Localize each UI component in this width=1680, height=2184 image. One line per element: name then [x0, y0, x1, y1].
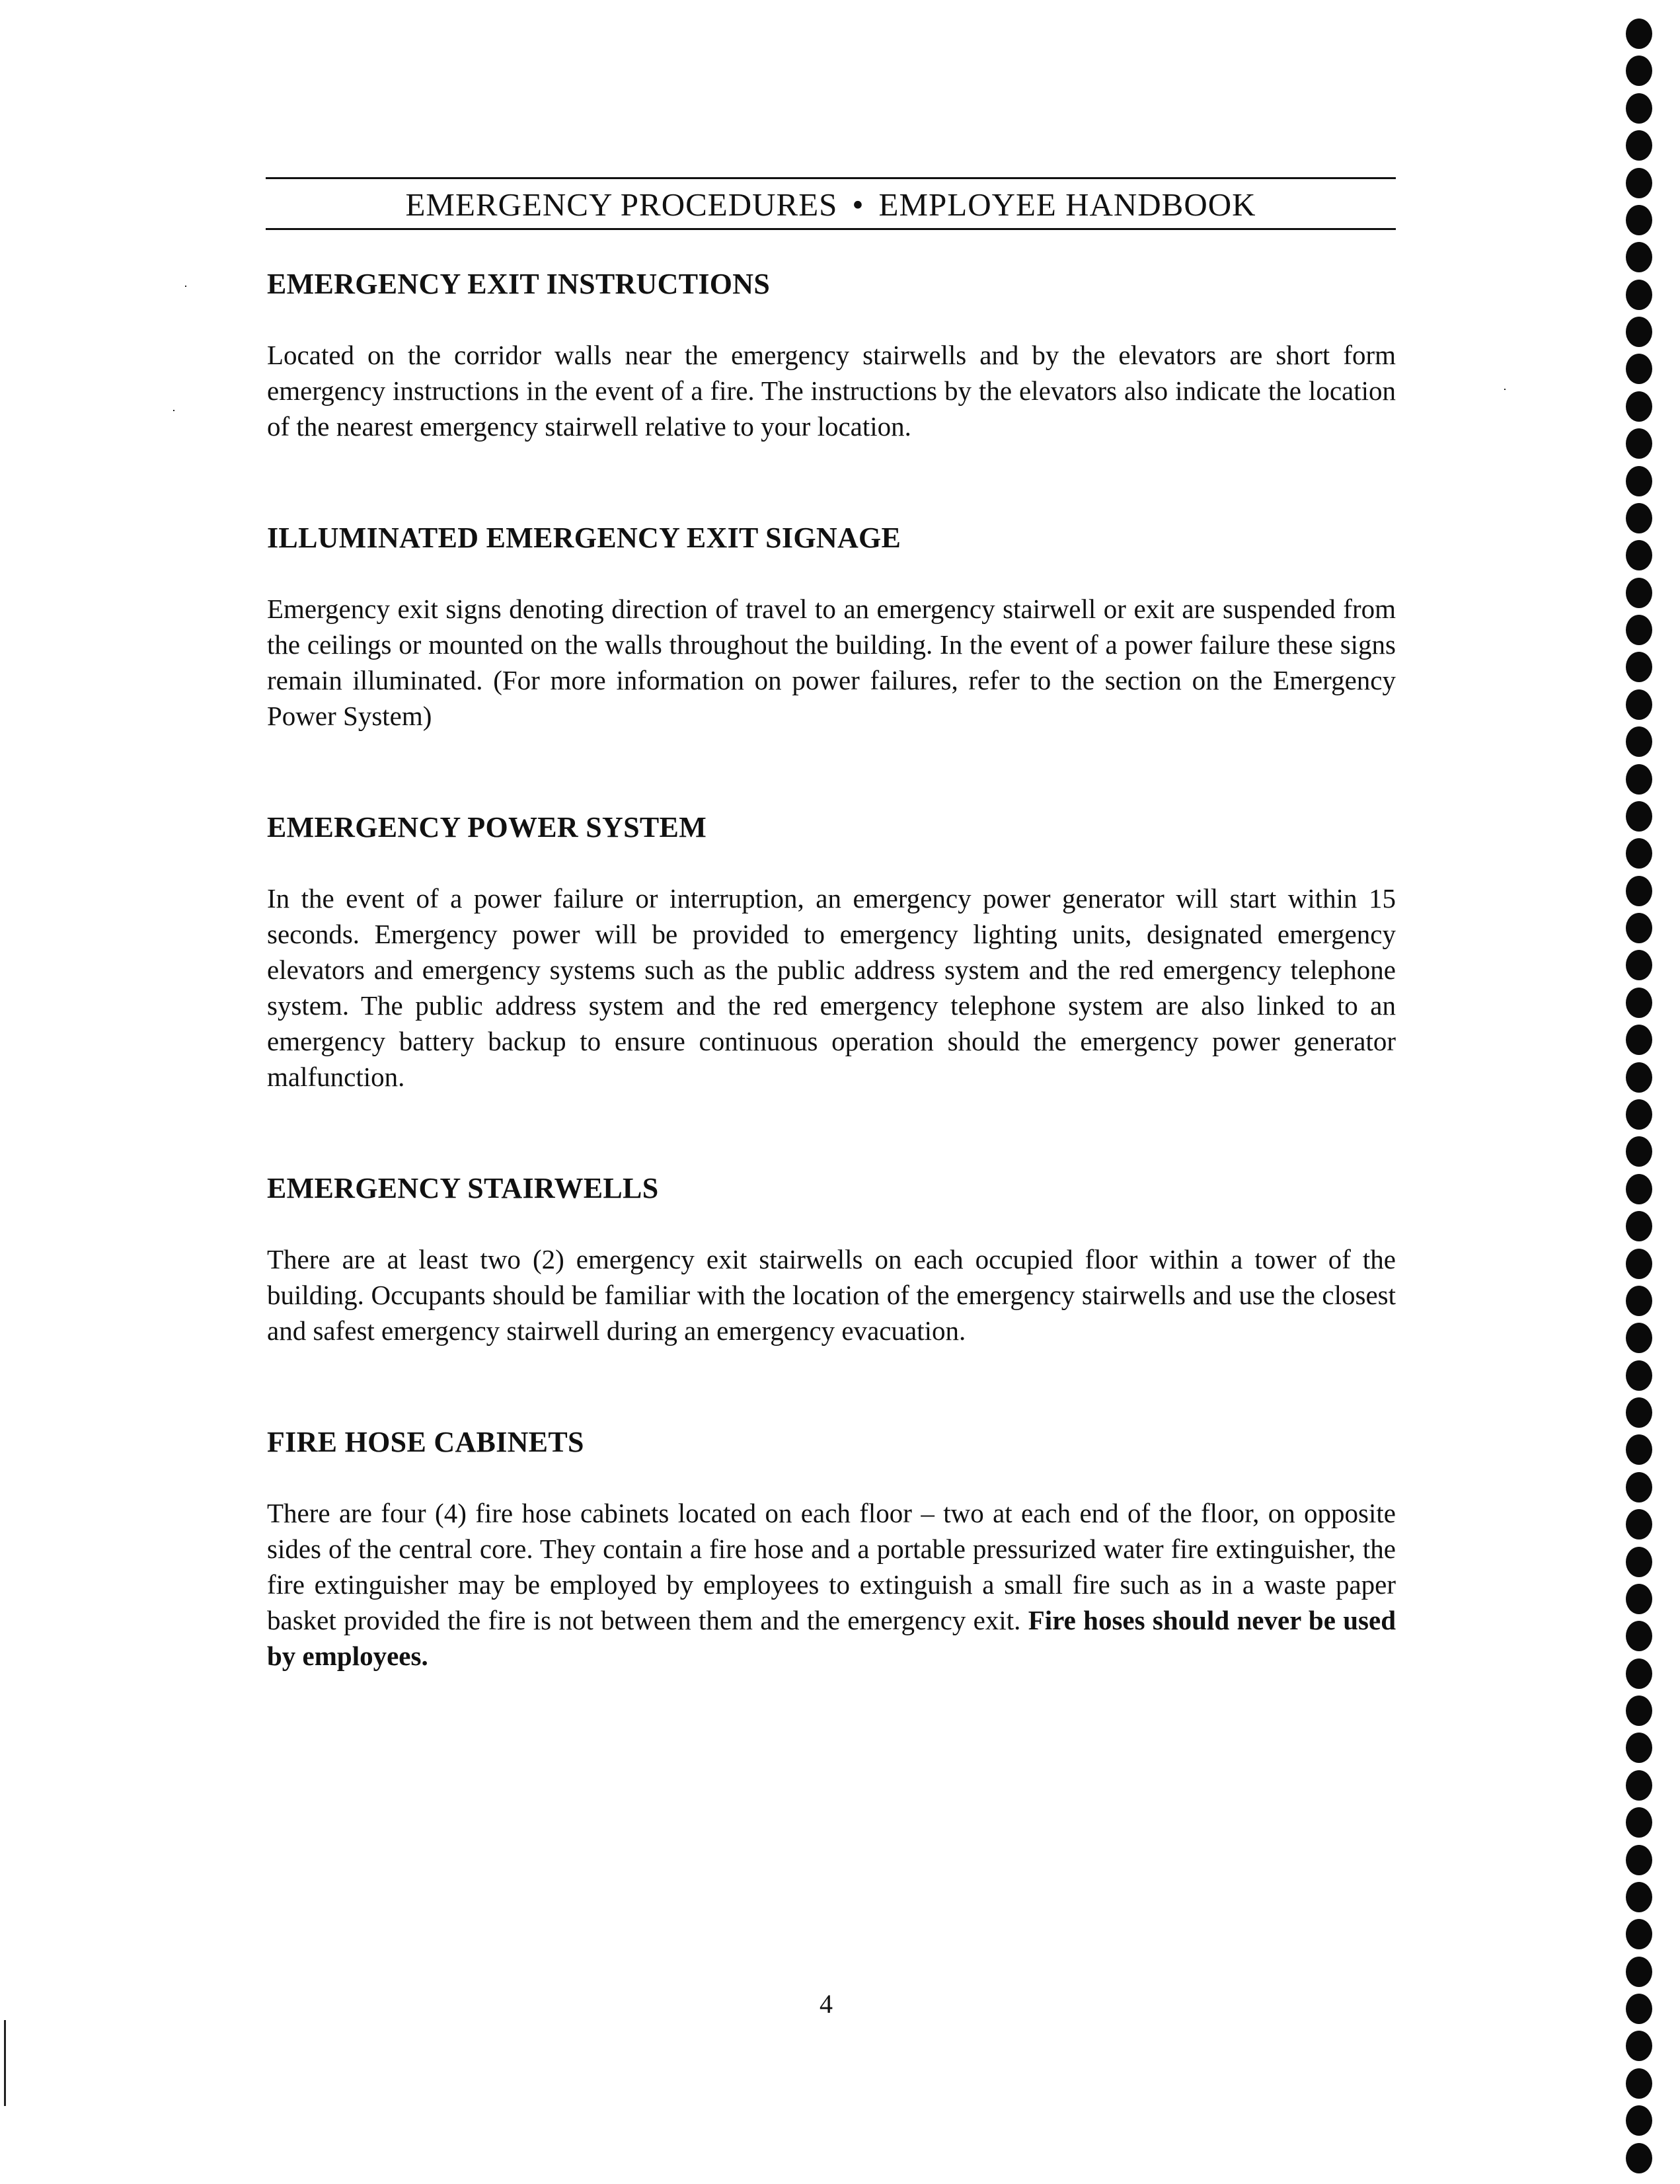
binding-hole: [1626, 1621, 1652, 1651]
binding-hole: [1626, 1733, 1652, 1763]
binding-hole: [1626, 1584, 1652, 1614]
section-body-text: There are four (4) fire hose cabinets located on each floor – two at each end of the floor, on opposite sides of the central core. They contain a fire hose and a portable pressurized water fire extinguisher, the fire extinguisher may be employed by employees to extinguish a small fire such as in a waste paper basket provided the fire is not between them and the emergency exit.: [267, 1498, 1396, 1635]
binding-hole: [1626, 168, 1652, 198]
section-body-emphasis: Fire hoses should never be used by employees.: [267, 1605, 1396, 1671]
header-bottom-rule: [266, 228, 1396, 230]
binding-hole: [1626, 1957, 1652, 1987]
binding-hole: [1626, 1547, 1652, 1577]
binding-hole: [1626, 1099, 1652, 1130]
binding-hole: [1626, 689, 1652, 720]
binding-hole: [1626, 1286, 1652, 1316]
binding-hole: [1626, 615, 1652, 645]
binding-hole: [1626, 56, 1652, 86]
binding-hole: [1626, 1658, 1652, 1689]
section-body: Emergency exit signs denoting direction of travel to an emergency stairwell or exit are suspended from the ceilings or mounted on the walls throughout the building. In the event of a power failure these signs remain illuminated. (For more information on power failures, refer to the section on the Emergency Power System): [267, 594, 1396, 731]
page-number: 4: [820, 1989, 833, 2019]
binding-hole: [1626, 280, 1652, 310]
running-header: [266, 184, 1396, 226]
section-heading: EMERGENCY STAIRWELLS: [267, 1172, 659, 1204]
margin-scan-dot: [1504, 389, 1506, 390]
binding-hole: [1626, 1882, 1652, 1912]
section-body: Located on the corridor walls near the emergency stairwells and by the elevators are short form emergency instructions in the event of a fire. The instructions by the elevators also indicate the location of the nearest emergency stairwell relative to your location.: [267, 340, 1396, 442]
binding-hole: [1626, 801, 1652, 832]
binding-hole: [1626, 950, 1652, 980]
binding-hole: [1626, 391, 1652, 422]
binding-hole: [1626, 1397, 1652, 1428]
binding-hole: [1626, 988, 1652, 1018]
binding-hole: [1626, 1174, 1652, 1204]
binding-hole: [1626, 1136, 1652, 1167]
binding-hole: [1626, 466, 1652, 496]
section-heading: FIRE HOSE CABINETS: [267, 1426, 584, 1458]
binding-hole: [1626, 1434, 1652, 1465]
header-right-title: EMPLOYEE HANDBOOK: [878, 186, 1256, 223]
binding-holes: [1619, 13, 1659, 2175]
section-stairwells: [267, 1169, 1396, 1348]
binding-hole: [1626, 764, 1652, 795]
binding-hole: [1626, 1062, 1652, 1093]
binding-hole: [1626, 1770, 1652, 1801]
binding-hole: [1626, 2105, 1652, 2136]
section-heading: ILLUMINATED EMERGENCY EXIT SIGNAGE: [267, 522, 901, 554]
binding-hole: [1626, 1696, 1652, 1726]
binding-hole: [1626, 1025, 1652, 1055]
binding-hole: [1626, 354, 1652, 384]
binding-hole: [1626, 876, 1652, 906]
binding-hole: [1626, 1211, 1652, 1241]
binding-hole: [1626, 1807, 1652, 1838]
margin-scan-dot: [185, 286, 186, 287]
section-body: [267, 1495, 1396, 1674]
binding-hole: [1626, 242, 1652, 272]
section-power-system: [267, 808, 1396, 1095]
section-exit-instructions: [267, 264, 1396, 444]
binding-hole: [1626, 2068, 1652, 2099]
binding-hole: [1626, 93, 1652, 124]
binding-hole: [1626, 1845, 1652, 1875]
binding-hole: [1626, 1472, 1652, 1502]
binding-hole: [1626, 1509, 1652, 1540]
binding-hole: [1626, 540, 1652, 570]
binding-hole: [1626, 130, 1652, 161]
binding-hole: [1626, 1360, 1652, 1391]
binding-hole: [1626, 726, 1652, 757]
binding-hole: [1626, 317, 1652, 347]
section-body: In the event of a power failure or interruption, an emergency power generator will start within 15 seconds. Emergency power will be provided to emergency lighting units, designated emergency elevators and emergency systems such as the public address system and the red emergency telephone system. The public address system and the red emergency telephone system are also linked to an emergency battery backup to ensure continuous operation should the emergency power generator malfunction.: [267, 883, 1396, 1092]
margin-scan-mark: [4, 2020, 6, 2106]
page-content: [267, 264, 1396, 1674]
header-separator: •: [852, 186, 864, 223]
section-exit-signage: [267, 518, 1396, 734]
section-fire-hose-cabinets: [267, 1423, 1396, 1674]
header-left-title: EMERGENCY PROCEDURES: [405, 186, 838, 223]
binding-hole: [1626, 913, 1652, 943]
binding-hole: [1626, 19, 1652, 49]
binding-hole: [1626, 1249, 1652, 1279]
binding-hole: [1626, 503, 1652, 533]
binding-hole: [1626, 1994, 1652, 2024]
binding-hole: [1626, 1919, 1652, 1949]
binding-hole: [1626, 838, 1652, 869]
binding-hole: [1626, 2031, 1652, 2061]
binding-hole: [1626, 578, 1652, 608]
header-top-rule: [266, 177, 1396, 179]
binding-hole: [1626, 652, 1652, 682]
binding-hole: [1626, 1323, 1652, 1353]
binding-hole: [1626, 205, 1652, 235]
binding-hole: [1626, 2143, 1652, 2173]
section-heading: EMERGENCY EXIT INSTRUCTIONS: [267, 268, 771, 300]
binding-hole: [1626, 428, 1652, 459]
section-heading: EMERGENCY POWER SYSTEM: [267, 811, 707, 843]
margin-scan-dot: [173, 410, 174, 411]
section-body: There are at least two (2) emergency exit stairwells on each occupied floor within a tower of the building. Occupants should be familiar with the location of the emergency stairwells and use the closest and safest emergency stairwell during an emergency evacuation.: [267, 1244, 1396, 1346]
